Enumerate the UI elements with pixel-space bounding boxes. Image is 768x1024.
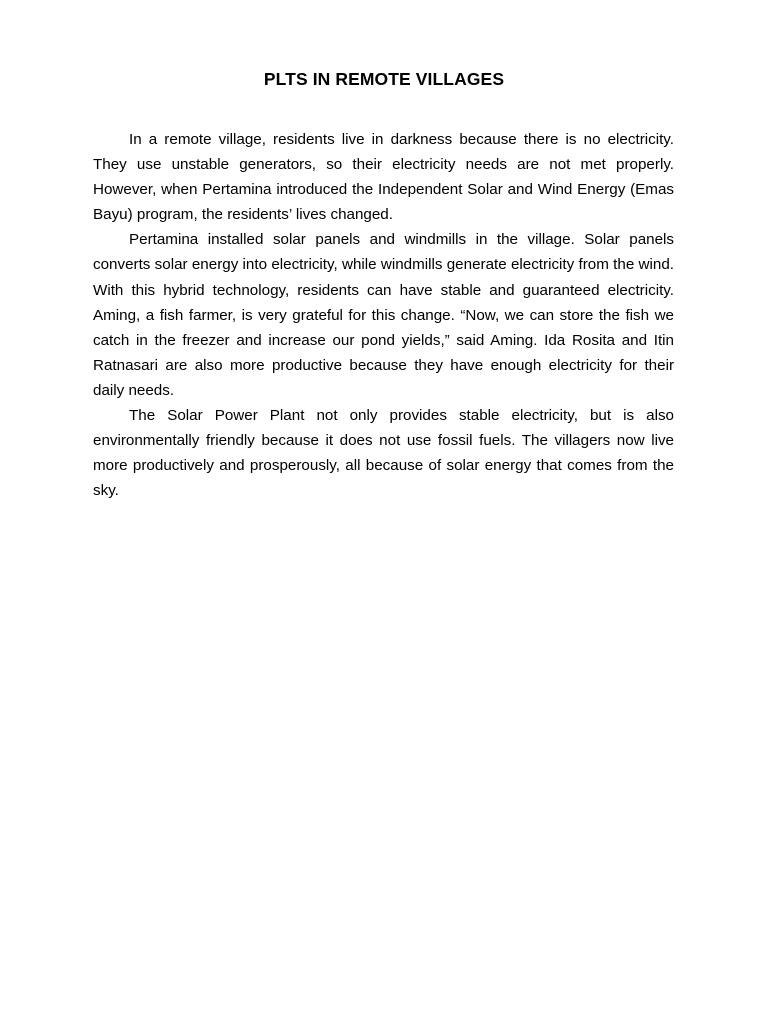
document-body bbox=[93, 127, 674, 503]
document-title: PLTS IN REMOTE VILLAGES bbox=[263, 69, 505, 89]
paragraph-3: The Solar Power Plant not only provides stable electricity, but is also environmentally friendly because it does not use fossil fuels. The villagers now live more productively and prosperously, all because of solar energy that comes from the sky. bbox=[93, 407, 674, 500]
paragraph-2: Pertamina installed solar panels and windmills in the village. Solar panels converts solar energy into electricity, while windmills generate electricity from the wind. With this hybrid technology, residents can have stable and guaranteed electricity. Aming, a fish farmer, is very grateful for this change. “Now, we can store the fish we catch in the freezer and increase our pond yields,” said Aming. Ida Rosita and Itin Ratnasari are also more productive because they have enough electricity for their daily needs. bbox=[93, 231, 674, 399]
paragraph-1: In a remote village, residents live in darkness because there is no electricity. They use unstable generators, so their electricity needs are not met properly. However, when Pertamina introduced the Independent Solar and Wind Energy (Emas Bayu) program, the residents’ lives changed. bbox=[93, 131, 674, 224]
